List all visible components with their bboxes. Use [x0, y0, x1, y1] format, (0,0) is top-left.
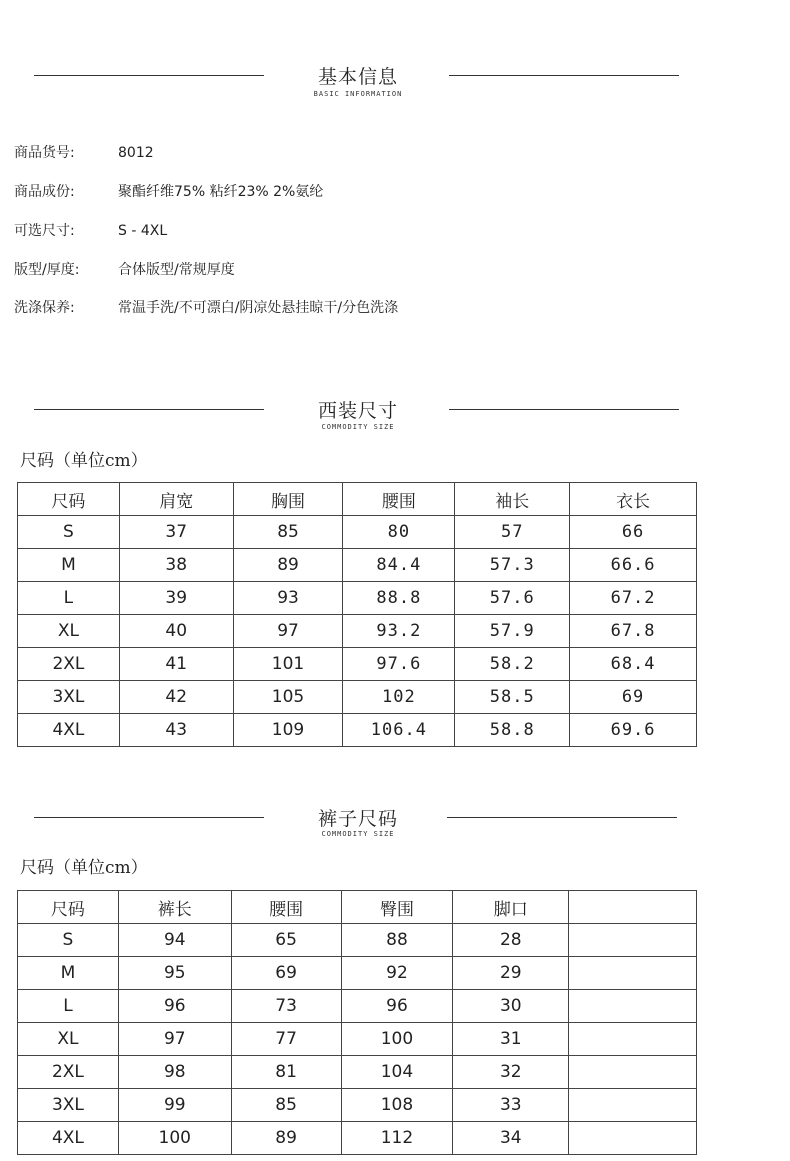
measure-cell: [569, 1089, 697, 1122]
measure-cell: 69.6: [570, 714, 697, 747]
measure-cell: 106.4: [343, 714, 455, 747]
size-cell: 2XL: [18, 1056, 119, 1089]
measure-cell: 57.3: [455, 549, 570, 582]
section-subtitle: BASIC INFORMATION: [313, 90, 403, 98]
column-header: 尺码: [18, 891, 119, 924]
size-cell: 4XL: [18, 714, 120, 747]
measure-cell: 98: [118, 1056, 231, 1089]
section-title: 西装尺寸: [317, 400, 398, 422]
table-row: [18, 648, 697, 681]
table-row: [18, 1023, 697, 1056]
size-cell: XL: [18, 1023, 119, 1056]
measure-cell: 85: [231, 1089, 341, 1122]
measure-cell: 89: [233, 549, 343, 582]
measure-cell: 31: [453, 1023, 569, 1056]
size-cell: 3XL: [18, 681, 120, 714]
measure-cell: 69: [570, 681, 697, 714]
column-header: 脚口: [453, 891, 569, 924]
table-row: [18, 582, 697, 615]
size-cell: S: [18, 924, 119, 957]
info-value: 合体版型/常规厚度: [118, 262, 235, 278]
table-row: [18, 681, 697, 714]
info-value: S - 4XL: [118, 223, 168, 239]
measure-cell: [569, 1056, 697, 1089]
info-label: 商品货号:: [14, 145, 75, 161]
measure-cell: 73: [231, 990, 341, 1023]
measure-cell: 85: [233, 516, 343, 549]
measure-cell: [569, 924, 697, 957]
section-title: 基本信息: [317, 66, 398, 88]
table-row: [18, 990, 697, 1023]
table-header-row: [18, 891, 697, 924]
measure-cell: 40: [119, 615, 233, 648]
measure-cell: 43: [119, 714, 233, 747]
info-label: 可选尺寸:: [14, 223, 75, 239]
measure-cell: 58.2: [455, 648, 570, 681]
measure-cell: 57.6: [455, 582, 570, 615]
measure-cell: 93: [233, 582, 343, 615]
table-row: [18, 924, 697, 957]
column-header: 肩宽: [119, 483, 233, 516]
table-row: [18, 1122, 697, 1155]
measure-cell: 108: [341, 1089, 453, 1122]
measure-cell: 97.6: [343, 648, 455, 681]
column-header: 裤长: [118, 891, 231, 924]
column-header: 胸围: [233, 483, 343, 516]
measure-cell: [569, 1122, 697, 1155]
size-cell: S: [18, 516, 120, 549]
measure-cell: 109: [233, 714, 343, 747]
info-value: 聚酯纤维75% 粘纤23% 2%氨纶: [118, 184, 324, 200]
table-row: [18, 615, 697, 648]
measure-cell: 57.9: [455, 615, 570, 648]
pants-unit-caption: 尺码（单位cm）: [20, 858, 148, 878]
size-cell: L: [18, 582, 120, 615]
measure-cell: 100: [118, 1122, 231, 1155]
measure-cell: 99: [118, 1089, 231, 1122]
measure-cell: 92: [341, 957, 453, 990]
section-subtitle: COMMODITY SIZE: [321, 423, 395, 431]
table-row: [18, 714, 697, 747]
measure-cell: 88: [341, 924, 453, 957]
size-cell: M: [18, 957, 119, 990]
size-cell: L: [18, 990, 119, 1023]
size-cell: 3XL: [18, 1089, 119, 1122]
column-header: 臀围: [341, 891, 453, 924]
measure-cell: 30: [453, 990, 569, 1023]
info-value: 常温手洗/不可漂白/阴凉处悬挂晾干/分色洗涤: [118, 300, 399, 316]
size-cell: M: [18, 549, 120, 582]
pants-size-table: [17, 890, 697, 1155]
measure-cell: 68.4: [570, 648, 697, 681]
measure-cell: 58.5: [455, 681, 570, 714]
table-row: [18, 549, 697, 582]
measure-cell: 42: [119, 681, 233, 714]
size-cell: XL: [18, 615, 120, 648]
measure-cell: 101: [233, 648, 343, 681]
measure-cell: 33: [453, 1089, 569, 1122]
measure-cell: 67.2: [570, 582, 697, 615]
measure-cell: 88.8: [343, 582, 455, 615]
info-value: 8012: [118, 145, 154, 161]
column-header: 腰围: [343, 483, 455, 516]
measure-cell: [569, 990, 697, 1023]
measure-cell: 66.6: [570, 549, 697, 582]
info-label: 洗涤保养:: [14, 300, 75, 316]
measure-cell: 105: [233, 681, 343, 714]
measure-cell: 96: [118, 990, 231, 1023]
measure-cell: 93.2: [343, 615, 455, 648]
measure-cell: 102: [343, 681, 455, 714]
measure-cell: 28: [453, 924, 569, 957]
measure-cell: 39: [119, 582, 233, 615]
measure-cell: 69: [231, 957, 341, 990]
measure-cell: 58.8: [455, 714, 570, 747]
measure-cell: 100: [341, 1023, 453, 1056]
measure-cell: 65: [231, 924, 341, 957]
measure-cell: [569, 1023, 697, 1056]
measure-cell: 104: [341, 1056, 453, 1089]
size-cell: 2XL: [18, 648, 120, 681]
measure-cell: 89: [231, 1122, 341, 1155]
column-header: 腰围: [231, 891, 341, 924]
column-header: 衣长: [570, 483, 697, 516]
measure-cell: [569, 957, 697, 990]
size-cell: 4XL: [18, 1122, 119, 1155]
measure-cell: 66: [570, 516, 697, 549]
measure-cell: 96: [341, 990, 453, 1023]
measure-cell: 94: [118, 924, 231, 957]
measure-cell: 34: [453, 1122, 569, 1155]
table-header-row: [18, 483, 697, 516]
column-header: 尺码: [18, 483, 120, 516]
basic-info-header: [0, 60, 790, 110]
measure-cell: 81: [231, 1056, 341, 1089]
table-row: [18, 1089, 697, 1122]
column-header: [569, 891, 697, 924]
info-label: 版型/厚度:: [14, 262, 80, 278]
measure-cell: 67.8: [570, 615, 697, 648]
suit-size-header: [0, 394, 790, 444]
pants-size-header: [0, 802, 790, 852]
info-label: 商品成份:: [14, 184, 75, 200]
measure-cell: 112: [341, 1122, 453, 1155]
measure-cell: 80: [343, 516, 455, 549]
section-title: 裤子尺码: [317, 808, 398, 830]
table-row: [18, 957, 697, 990]
suit-size-table: [17, 482, 697, 747]
measure-cell: 29: [453, 957, 569, 990]
measure-cell: 38: [119, 549, 233, 582]
measure-cell: 77: [231, 1023, 341, 1056]
suit-unit-caption: 尺码（单位cm）: [20, 451, 148, 471]
table-row: [18, 516, 697, 549]
measure-cell: 57: [455, 516, 570, 549]
measure-cell: 97: [233, 615, 343, 648]
measure-cell: 32: [453, 1056, 569, 1089]
measure-cell: 41: [119, 648, 233, 681]
measure-cell: 84.4: [343, 549, 455, 582]
measure-cell: 95: [118, 957, 231, 990]
column-header: 袖长: [455, 483, 570, 516]
section-subtitle: COMMODITY SIZE: [321, 830, 395, 838]
table-row: [18, 1056, 697, 1089]
measure-cell: 37: [119, 516, 233, 549]
measure-cell: 97: [118, 1023, 231, 1056]
